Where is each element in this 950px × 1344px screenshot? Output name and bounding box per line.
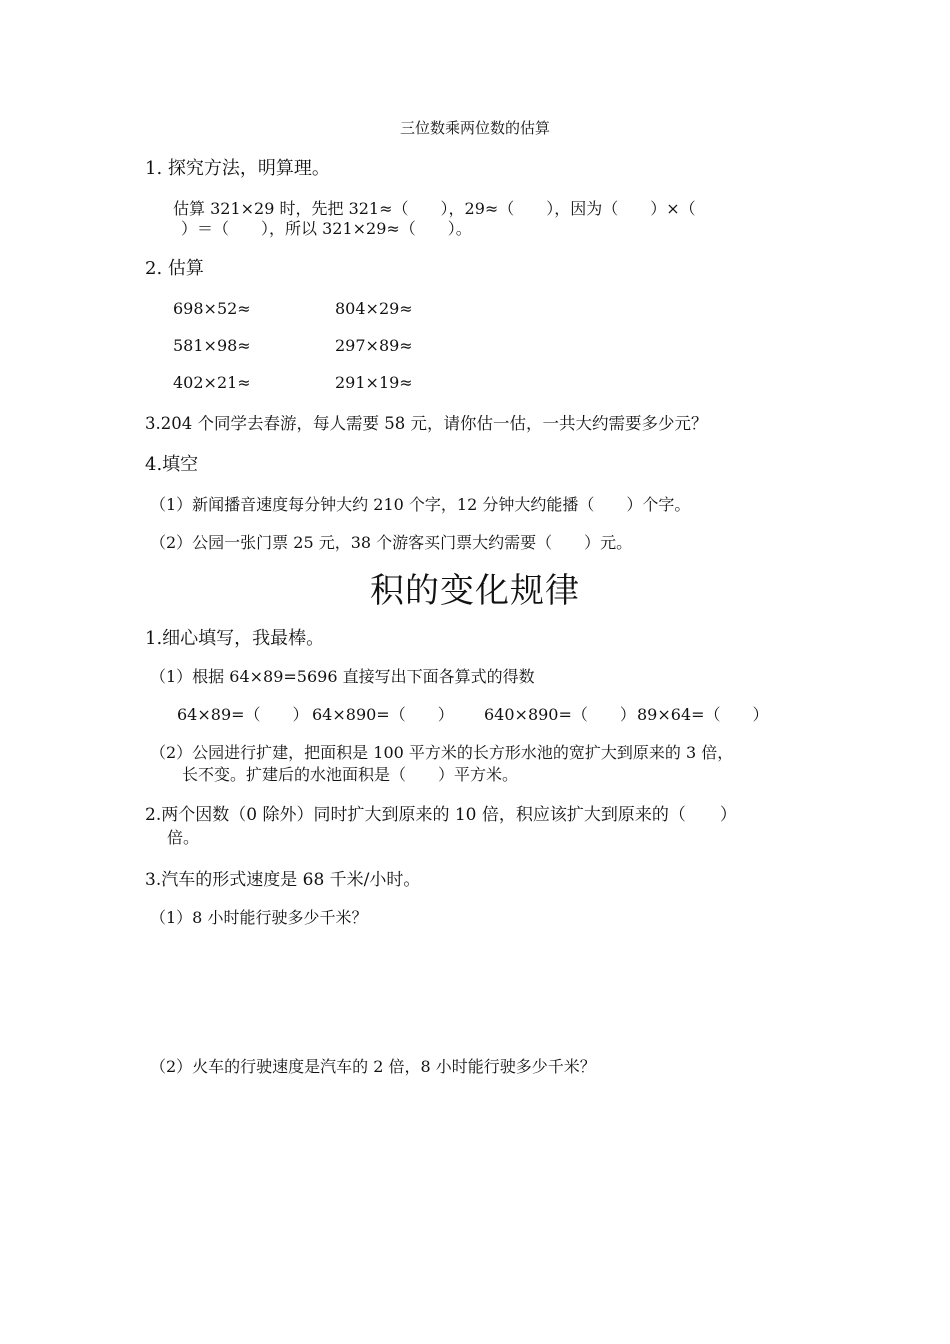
calc-item: 640×890=（ ） (484, 705, 636, 724)
estimate-item: 698×52≈ (173, 299, 251, 318)
worksheet-title-estimation: 三位数乘两位数的估算 (399, 119, 550, 137)
section-3-question: 3.204 个同学去春游，每人需要 58 元，请你估一估，一共大约需要多少元？ (145, 414, 708, 433)
estimate-item: 297×89≈ (335, 336, 413, 355)
calc-item: 64×89=（ ） (177, 705, 309, 724)
section-2-heading: 2. 估算 (145, 258, 204, 279)
part-2-line-1: 2.两个因数（0 除外）同时扩大到原来的 10 倍，积应该扩大到原来的（ ） (145, 805, 737, 825)
part-3-question-2: （2）火车的行驶速度是汽车的 2 倍，8 小时能行驶多少千米？ (150, 1057, 596, 1076)
section-1-heading: 1. 探究方法，明算理。 (145, 158, 330, 179)
part-3-question-1: （1）8 小时能行驶多少千米？ (150, 908, 368, 927)
calc-item: 89×64=（ ） (637, 705, 769, 724)
part-1-heading: 1.细心填写，我最棒。 (145, 628, 325, 649)
worksheet-title-product-rules: 积的变化规律 (370, 571, 580, 611)
part-1-question-2-line-2: 长不变。扩建后的水池面积是（ ）平方米。 (182, 765, 519, 784)
part-3-heading: 3.汽车的形式速度是 68 千米/小时。 (145, 870, 421, 890)
fill-question-2: （2）公园一张门票 25 元，38 个游客买门票大约需要（ ）元。 (150, 533, 633, 552)
estimate-item: 402×21≈ (173, 373, 251, 392)
section-1-line-1: 估算 321×29 时，先把 321≈（ ），29≈（ ），因为（ ）×（ (173, 199, 696, 218)
part-2-line-2: 倍。 (167, 828, 200, 847)
estimate-item: 291×19≈ (335, 373, 413, 392)
fill-question-1: （1）新闻播音速度每分钟大约 210 个字，12 分钟大约能播（ ）个字。 (150, 495, 691, 514)
estimate-item: 804×29≈ (335, 299, 413, 318)
part-1-question-1: （1）根据 64×89=5696 直接写出下面各算式的得数 (150, 667, 535, 686)
part-1-question-2-line-1: （2）公园进行扩建，把面积是 100 平方米的长方形水池的宽扩大到原来的 3 倍， (150, 743, 734, 762)
estimate-item: 581×98≈ (173, 336, 251, 355)
section-4-heading: 4.填空 (145, 454, 199, 475)
section-1-line-2: ）＝（ ），所以 321×29≈（ ）。 (181, 219, 472, 238)
calc-item: 64×890=（ ） (312, 705, 454, 724)
